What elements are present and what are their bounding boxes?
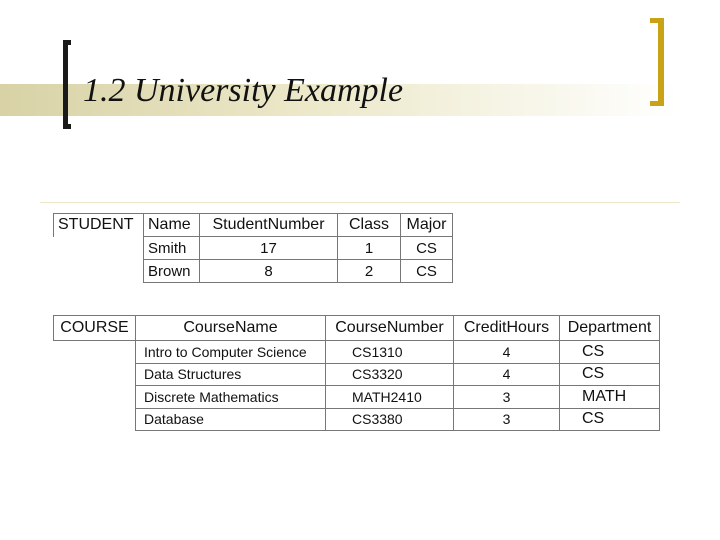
course-col-credithours: CreditHours: [454, 316, 560, 341]
table-row: [54, 260, 453, 283]
course-department-cell: MATH: [560, 386, 660, 409]
student-class-cell: 2: [338, 260, 401, 283]
student-name-cell: Smith: [144, 237, 200, 260]
course-table-label: COURSE: [54, 316, 136, 341]
student-col-name: Name: [144, 214, 200, 237]
course-department-cell: CS: [560, 408, 660, 431]
table-row: [54, 237, 453, 260]
student-table-label: STUDENT: [54, 214, 144, 237]
table-row: [54, 386, 660, 409]
course-number-cell: CS1310: [326, 341, 454, 364]
course-col-department: Department: [560, 316, 660, 341]
course-table: [53, 315, 660, 431]
table-row: [54, 408, 660, 431]
student-col-studentnumber: StudentNumber: [200, 214, 338, 237]
student-class-cell: 1: [338, 237, 401, 260]
course-number-cell: MATH2410: [326, 386, 454, 409]
course-credits-cell: 3: [454, 408, 560, 431]
student-col-major: Major: [401, 214, 453, 237]
course-department-cell: CS: [560, 341, 660, 364]
right-bracket-decoration: [650, 18, 664, 106]
course-number-cell: CS3380: [326, 408, 454, 431]
course-name-cell: Intro to Computer Science: [136, 341, 326, 364]
slide-title: 1.2 University Example: [83, 72, 404, 109]
table-row: [54, 341, 660, 364]
divider: [40, 202, 680, 203]
student-table: [53, 213, 453, 283]
course-credits-cell: 4: [454, 341, 560, 364]
course-credits-cell: 3: [454, 386, 560, 409]
student-number-cell: 17: [200, 237, 338, 260]
table-row: [54, 363, 660, 386]
course-header-row: [54, 316, 660, 341]
course-name-cell: Data Structures: [136, 363, 326, 386]
course-number-cell: CS3320: [326, 363, 454, 386]
course-name-cell: Discrete Mathematics: [136, 386, 326, 409]
course-name-cell: Database: [136, 408, 326, 431]
student-header-row: [54, 214, 453, 237]
student-major-cell: CS: [401, 237, 453, 260]
left-bracket-decoration: [63, 40, 71, 129]
course-credits-cell: 4: [454, 363, 560, 386]
course-col-coursenumber: CourseNumber: [326, 316, 454, 341]
student-col-class: Class: [338, 214, 401, 237]
student-number-cell: 8: [200, 260, 338, 283]
student-major-cell: CS: [401, 260, 453, 283]
course-department-cell: CS: [560, 363, 660, 386]
student-name-cell: Brown: [144, 260, 200, 283]
course-col-coursename: CourseName: [136, 316, 326, 341]
